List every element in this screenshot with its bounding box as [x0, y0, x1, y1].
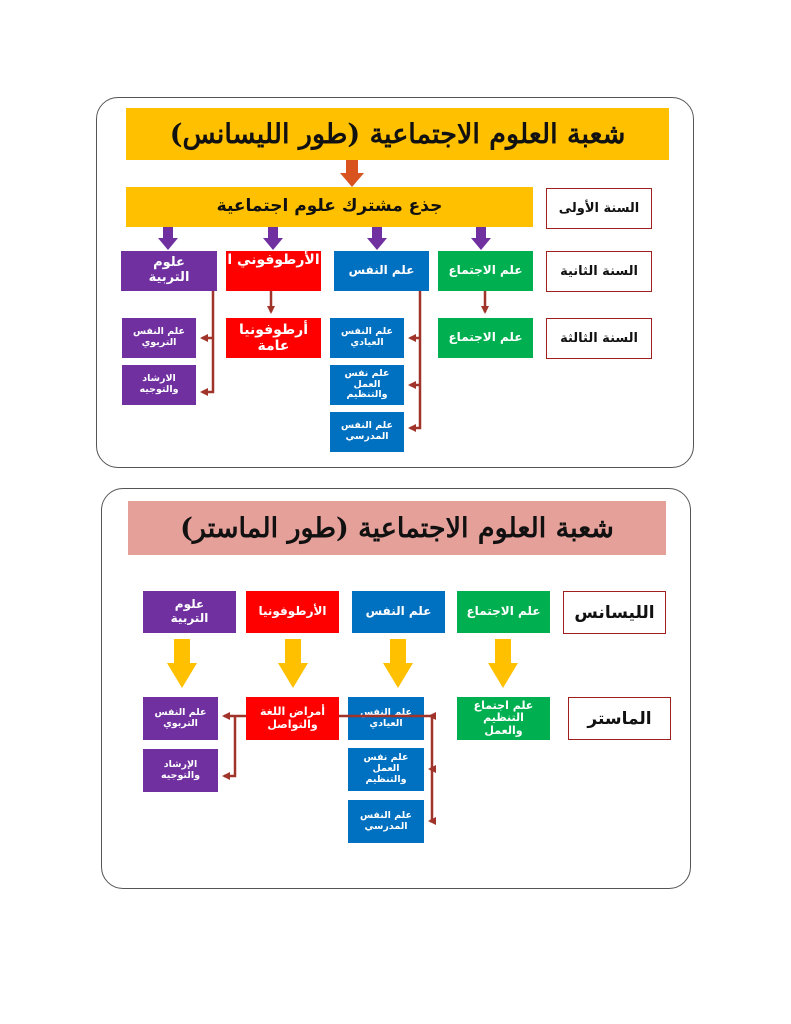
- y3-guidance-box: الارشاد والتوجيه: [122, 365, 196, 405]
- m-licence-psychology-box: علم النفس: [352, 591, 445, 633]
- y2-sociology-box: علم الاجتماع: [438, 251, 533, 291]
- y3-sociology-box: علم الاجتماع: [438, 318, 533, 358]
- y3-edu-psy-box: علم النفس التربوي: [122, 318, 196, 358]
- m-licence-sociology-box: علم الاجتماع: [457, 591, 550, 633]
- m-soc-org-work-box: علم اجتماع التنظيم والعمل: [457, 697, 550, 740]
- m-lang-disorders-box: أمراض اللغة والتواصل: [246, 697, 339, 740]
- first-year-label: السنة الأولى: [546, 188, 652, 229]
- m-psy-clinical-box: علم النفس العيادي: [348, 697, 424, 740]
- y3-orthophony-general-box: أرطوفونيا عامة: [226, 318, 321, 358]
- m-licence-orthophony-box: الأرطوفونيا: [246, 591, 339, 633]
- y2-psychology-box: علم النفس: [334, 251, 429, 291]
- y3-psy-work-org-box: علم نفس العمل والتنظيم: [330, 365, 404, 405]
- master-title: شعبة العلوم الاجتماعية (طور الماستر): [128, 501, 666, 555]
- y3-psy-clinical-box: علم النفس العيادي: [330, 318, 404, 358]
- master-level-label: الماستر: [568, 697, 671, 740]
- second-year-label: السنة الثانية: [546, 251, 652, 292]
- y3-psy-school-box: علم النفس المدرسي: [330, 412, 404, 452]
- licence-title: شعبة العلوم الاجتماعية (طور الليسانس): [126, 108, 669, 160]
- m-guidance-box: الإرشاد والتوجيه: [143, 749, 218, 792]
- y2-education-box: علوم التربية: [121, 251, 217, 291]
- m-psy-work-org-box: علم نفس العمل والتنظيم: [348, 748, 424, 791]
- licence-level-label: الليسانس: [563, 591, 666, 634]
- common-trunk-box: جذع مشترك علوم اجتماعية: [126, 187, 533, 227]
- y2-orthophony-box: الأرطوفوني ا: [226, 251, 321, 291]
- third-year-label: السنة الثالثة: [546, 318, 652, 359]
- m-psy-school-box: علم النفس المدرسي: [348, 800, 424, 843]
- m-edu-psy-box: علم النفس التربوي: [143, 697, 218, 740]
- m-licence-education-box: علوم التربية: [143, 591, 236, 633]
